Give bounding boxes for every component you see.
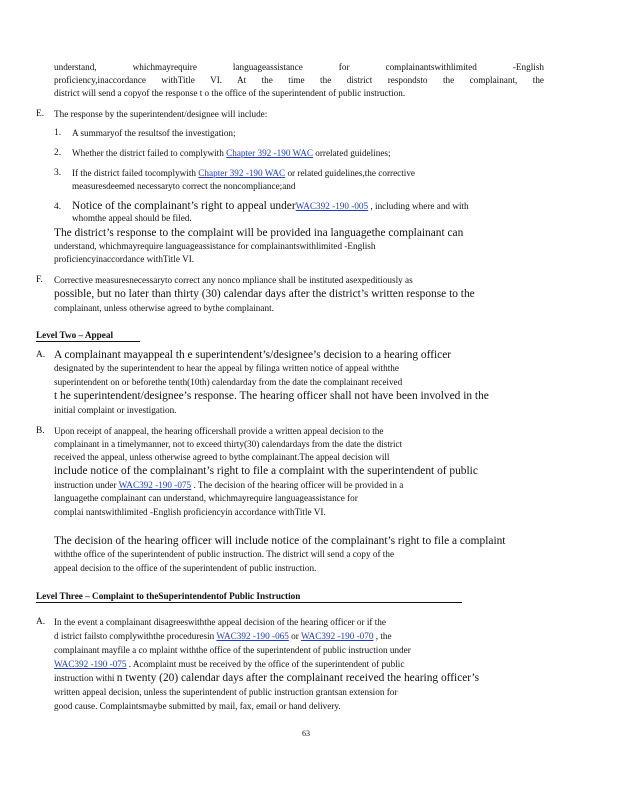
text-line: A complainant mayappeal th e superintendent’s/designee’s decision to a hearing officer — [54, 349, 452, 361]
text-line: possible, but no later than thirty (30) calendar days after the district’s written response to the — [54, 288, 475, 300]
heading-underline — [36, 341, 140, 342]
text-line: proficiencyinaccordance withTitle VI. — [54, 254, 195, 264]
wac-link[interactable]: Chapter 392 -190 WAC — [198, 168, 286, 178]
text-line: superintendent on or beforethe tenth(10th) calendarday from the date the complainant received — [54, 377, 403, 387]
text-line: measuresdeemed necessaryto correct the noncompliance;and — [72, 181, 296, 191]
wac-link[interactable]: WAC392 -190 -075 — [118, 480, 192, 490]
item-label: E. — [36, 109, 45, 119]
section-heading: Level Three – Complaint to theSuperintendentof Public Instruction — [36, 591, 301, 601]
section-heading: Level Two – Appeal — [36, 330, 113, 340]
text-line: initial complaint or investigation. — [54, 405, 177, 415]
text-line: understand, whichmayrequire languageassistance for complainantswithlimited -English — [54, 241, 376, 251]
text-line: include notice of the complainant’s right to file a complaint with the superintendent of public — [54, 465, 478, 477]
wac-link[interactable]: Chapter 392 -190 WAC — [226, 148, 313, 158]
text-line: complainant, unless otherwise agreed to bythe complainant. — [54, 303, 274, 313]
text-line: written appeal decision, unless the superintendent of public instruction grantsan extension for — [54, 687, 398, 697]
item-label: F. — [36, 275, 43, 285]
text-line: instruction withi n twenty (20) calendar days after the complainant received the hearing officer’s — [54, 672, 480, 684]
text-line: languagethe complainant can understand, whichmayrequire languageassistance for — [54, 493, 358, 503]
text-line: complainant mayfile a co mplaint withthe office of the superintendent of public instruction under — [54, 645, 411, 655]
text-line: withthe office of the superintendent of public instruction. The district will send a copy of the — [54, 549, 395, 559]
text-line: Corrective measuresnecessaryto correct any nonco mpliance shall be instituted asexpeditiously as — [54, 275, 413, 285]
text-line: Whether the district failed to complywith Chapter 392 -190 WAC orrelated guidelines; — [72, 148, 391, 158]
text-line: understand, whichmayrequire languageassistance for complainantswithlimited -English — [54, 62, 544, 72]
item-label: B. — [36, 426, 45, 436]
wac-link[interactable]: WAC392 -190 -005 — [295, 201, 369, 211]
text-line: The decision of the hearing officer will include notice of the complainant’s right to file a complaint — [54, 535, 506, 547]
text-line: The response by the superintendent/designee will include: — [54, 109, 268, 119]
wac-link[interactable]: WAC392 -190 -070 — [300, 631, 374, 641]
wac-link[interactable]: WAC392 -190 -075 — [54, 659, 127, 669]
text-line: A summaryof the resultsof the investigation; — [72, 128, 236, 138]
wac-link[interactable]: WAC392 -190 -065 — [216, 631, 289, 641]
heading-underline — [36, 602, 462, 603]
text-line: good cause. Complaintsmaybe submitted by mail, fax, email or hand delivery. — [54, 701, 341, 711]
item-number: 2. — [54, 148, 62, 158]
text-line: received the appeal, unless otherwise agreed to bythe complainant.The appeal decision will — [54, 452, 390, 462]
text-line: district will send a copyof the response t o the office of the superintendent of public instruction. — [54, 88, 406, 98]
text-line: whomthe appeal should be filed. — [72, 213, 192, 223]
text-line: d istrict failsto complywiththe proceduresin WAC392 -190 -065 or WAC392 -190 -070 , the — [54, 631, 392, 641]
text-line: designated by the superintendent to hear the appeal by filinga written notice of appeal withthe — [54, 363, 399, 373]
text-line: complainant in a timelymanner, not to exceed thirty(30) calendardays from the date the district — [54, 439, 403, 449]
text-line: If the district failed tocomplywith Chapter 392 -190 WAC or related guidelines,the corrective — [72, 168, 415, 178]
text-line: instruction under WAC392 -190 -075 . The decision of the hearing officer will be provided in a — [54, 480, 404, 490]
text-line: Upon receipt of anappeal, the hearing officershall provide a written appeal decision to the — [54, 426, 384, 436]
item-label: A. — [36, 350, 46, 360]
text-line: The district’s response to the complaint will be provided ina languagethe complainant can — [54, 227, 464, 239]
text-line: In the event a complainant disagreeswiththe appeal decision of the hearing officer or if the — [54, 617, 386, 627]
item-number: 1. — [54, 128, 62, 138]
text-line: t he superintendent/designee’s response. The hearing officer shall not have been involved in the — [54, 390, 489, 402]
item-label: A. — [36, 617, 46, 627]
text-line: appeal decision to the office of the superintendent of public instruction. — [54, 563, 317, 573]
text-line: Notice of the complainant’s right to appeal underWAC392 -190 -005 , including where and with — [72, 200, 469, 212]
item-number: 4. — [54, 202, 62, 212]
page-number: 63 — [302, 729, 310, 738]
text-line: complai nantswithlimited -English proficiencyin accordance withTitle VI. — [54, 507, 326, 517]
text-line: WAC392 -190 -075 . Acomplaint must be received by the office of the superintendent of public — [54, 659, 405, 669]
text-line: proficiency,inaccordance withTitle VI. At the time the district respondsto the complainant, the — [54, 75, 544, 85]
item-number: 3. — [54, 168, 62, 178]
